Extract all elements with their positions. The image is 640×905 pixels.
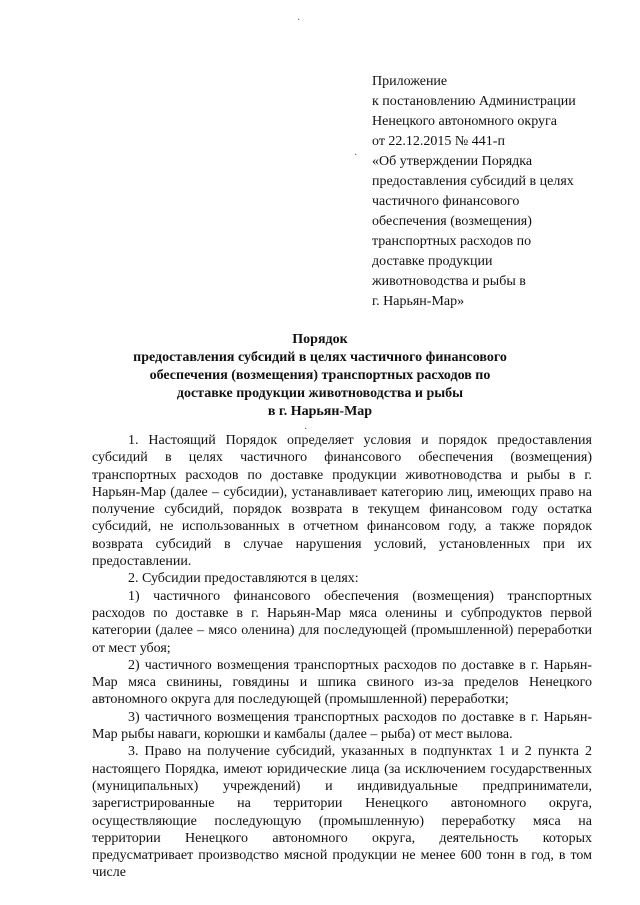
scan-speck: ·	[354, 150, 358, 161]
appendix-line: Ненецкого автономного округа	[372, 114, 557, 129]
paragraph-3: 3. Право на получение субсидий, указанных в подпунктах 1 и 2 пункта 2 настоящего Порядка, имеют юридические лица (за исключением государственных (муниципальных) учреждений) и индивидуальные предприниматели, зарегистрированные на территории Ненецкого автономного округа, осуществляющие последующую (промышленную) переработку мяса на территории Ненецкого автономного округа, деятельность которых предусматривает производство мясной продукции не менее 600 тонн в год, в том числе	[92, 744, 592, 881]
title-line: доставке продукции животноводства и рыбы	[176, 386, 464, 401]
document-body	[92, 432, 592, 882]
appendix-line: от 22.12.2015 № 441-п	[372, 134, 505, 149]
paragraph-2-item-2: 2) частичного возмещения транспортных расходов по доставке в г. Нарьян-Мар мяса свинины, говядины и шпика свиного из-за пределов Ненецкого автономного округа для последующей (промышленной) переработки;	[92, 657, 592, 708]
appendix-line: доставке продукции	[372, 254, 493, 269]
appendix-line: обеспечения (возмещения)	[372, 214, 532, 229]
appendix-line: предоставления субсидий в целях	[372, 174, 574, 189]
paragraph-1: 1. Настоящий Порядок определяет условия и порядок предоставления субсидий в целях частичного финансового обеспечения (возмещения) транспортных расходов по доставке продукции животноводства и рыбы в г. Нарьян-Мар (далее – субсидии), устанавливает категорию лиц, имеющих право на получение субсидий, порядок возврата в текущем финансовом году остатка субсидий, не использованных в отчетном финансовом году, а также порядок возврата субсидий в случае нарушения условий, установленных при их предоставлении.	[92, 433, 592, 570]
paragraph-2-item-1: 1) частичного финансового обеспечения (возмещения) транспортных расходов по доставке в г. Нарьян-Мар мяса оленины и субпродуктов первой категории (далее – мясо оленина) для последующей (промышленной) переработки от мест убоя;	[92, 588, 592, 656]
appendix-line: г. Нарьян-Мар»	[372, 294, 465, 309]
appendix-line: транспортных расходов по	[372, 234, 532, 249]
appendix-line: Приложение	[372, 74, 448, 89]
paragraph-2-item-3: 3) частичного возмещения транспортных расходов по доставке в г. Нарьян-Мар рыбы наваги, корюшки и камбалы (далее – рыба) от мест вылова.	[92, 709, 592, 743]
scan-speck: ·	[304, 424, 308, 435]
document-title	[120, 331, 520, 421]
title-line: в г. Нарьян-Мар	[267, 404, 373, 419]
title-line: предоставления субсидий в целях частичного финансового	[133, 350, 507, 365]
title-line: Порядок	[292, 332, 348, 347]
scan-speck: ·	[297, 15, 301, 26]
appendix-line: к постановлению Администрации	[372, 94, 576, 109]
title-line: обеспечения (возмещения) транспортных расходов по	[149, 368, 491, 383]
paragraph-2: 2. Субсидии предоставляются в целях:	[128, 571, 359, 587]
appendix-line: «Об утверждении Порядка	[372, 154, 533, 169]
appendix-line: животноводства и рыбы в	[372, 274, 526, 289]
appendix-block	[372, 72, 612, 312]
appendix-line: частичного финансового	[372, 194, 520, 209]
